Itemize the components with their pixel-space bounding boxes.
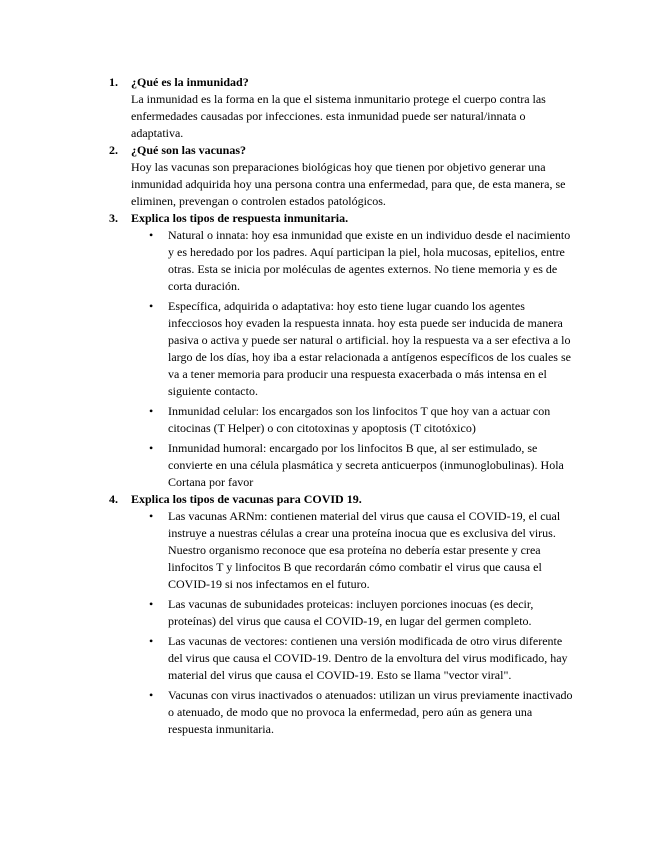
- bullet-dot-icon: •: [149, 299, 154, 313]
- bullet-list: [131, 508, 573, 738]
- question-number: 2.: [109, 143, 118, 157]
- question-title: ¿Qué es la inmunidad?: [131, 75, 249, 89]
- bullet-dot-icon: •: [149, 509, 154, 523]
- bullet-text: Específica, adquirida o adaptativa: hoy esto tiene lugar cuando los agentes infecciosos hoy evaden la respuesta innata. hoy esta puede ser inducida de manera pasiva o activa y puede ser natural o artificial. hoy la respuesta va a ser efectiva a lo largo de los días, hoy iba a estar relacionada a antígenos específicos de los cuales se va a tener memoria para producir una respuesta exacerbada o más intensa en el siguiente contacto.: [168, 299, 571, 398]
- bullet-text: Inmunidad celular: los encargados son los linfocitos T que hoy van a actuar con citocinas (T Helper) o con citotoxinas y apoptosis (T citotóxico): [168, 404, 551, 435]
- bullet-dot-icon: •: [149, 597, 154, 611]
- list-item: [131, 508, 573, 593]
- question-number: 1.: [109, 75, 118, 89]
- question-item-4: [0, 491, 655, 738]
- bullet-text: Natural o innata: hoy esa inmunidad que existe en un individuo desde el nacimiento y es heredado por los padres. Aquí participan la piel, hola mucosas, epitelios, entre otras. Esta se inicia por moléculas de agentes externos. No tiene memoria y es de corta duración.: [168, 228, 571, 293]
- answer-paragraph: La inmunidad es la forma en la que el sistema inmunitario protege el cuerpo contra las enfermedades causadas por infecciones. esta inmunidad puede ser natural/innata o adaptativa.: [131, 92, 546, 140]
- bullet-dot-icon: •: [149, 228, 154, 242]
- list-item: [131, 298, 573, 400]
- question-title: Explica los tipos de vacunas para COVID 19.: [131, 492, 362, 506]
- question-number: 3.: [109, 211, 118, 225]
- bullet-text: Las vacunas de vectores: contienen una versión modificada de otro virus diferente del virus que causa el COVID-19. Dentro de la envoltura del virus modificado, hay material del virus que causa el COVID-19. Esto se llama "vector viral".: [168, 634, 568, 682]
- list-item: [131, 440, 573, 491]
- question-item-2: [0, 142, 655, 210]
- list-item: [131, 596, 573, 630]
- bullet-dot-icon: •: [149, 441, 154, 455]
- question-item-1: [0, 74, 655, 142]
- question-title: ¿Qué son las vacunas?: [131, 143, 247, 157]
- question-list: [0, 74, 655, 738]
- bullet-text: Inmunidad humoral: encargado por los linfocitos B que, al ser estimulado, se convierte en una célula plasmática y secreta anticuerpos (inmunoglobulinas). Hola Cortana por favor: [168, 441, 564, 489]
- list-item: [131, 227, 573, 295]
- bullet-dot-icon: •: [149, 688, 154, 702]
- list-item: [131, 687, 573, 738]
- question-item-3: [0, 210, 655, 491]
- list-item: [131, 633, 573, 684]
- bullet-dot-icon: •: [149, 404, 154, 418]
- bullet-dot-icon: •: [149, 634, 154, 648]
- bullet-text: Las vacunas de subunidades proteicas: incluyen porciones inocuas (es decir, proteínas) del virus que causa el COVID-19, en lugar del germen completo.: [168, 597, 534, 628]
- bullet-list: [131, 227, 573, 491]
- bullet-text: Vacunas con virus inactivados o atenuados: utilizan un virus previamente inactivado o atenuado, de modo que no provoca la enfermedad, pero aún as genera una respuesta inmunitaria.: [168, 688, 573, 736]
- answer-paragraph: Hoy las vacunas son preparaciones biológicas hoy que tienen por objetivo generar una inmunidad adquirida hoy una persona contra una enfermedad, para que, de esta manera, se eliminen, prevengan o controlen estados patológicos.: [131, 160, 566, 208]
- question-number: 4.: [109, 492, 118, 506]
- bullet-text: Las vacunas ARNm: contienen material del virus que causa el COVID-19, el cual instruye a nuestras células a crear una proteína inocua que es exclusiva del virus. Nuestro organismo reconoce que esa proteína no debería estar presente y crea linfocitos T y linfocitos B que recordarán cómo combatir el virus que causa el COVID-19 si nos infectamos en el futuro.: [168, 509, 561, 591]
- list-item: [131, 403, 573, 437]
- question-title: Explica los tipos de respuesta inmunitaria.: [131, 211, 349, 225]
